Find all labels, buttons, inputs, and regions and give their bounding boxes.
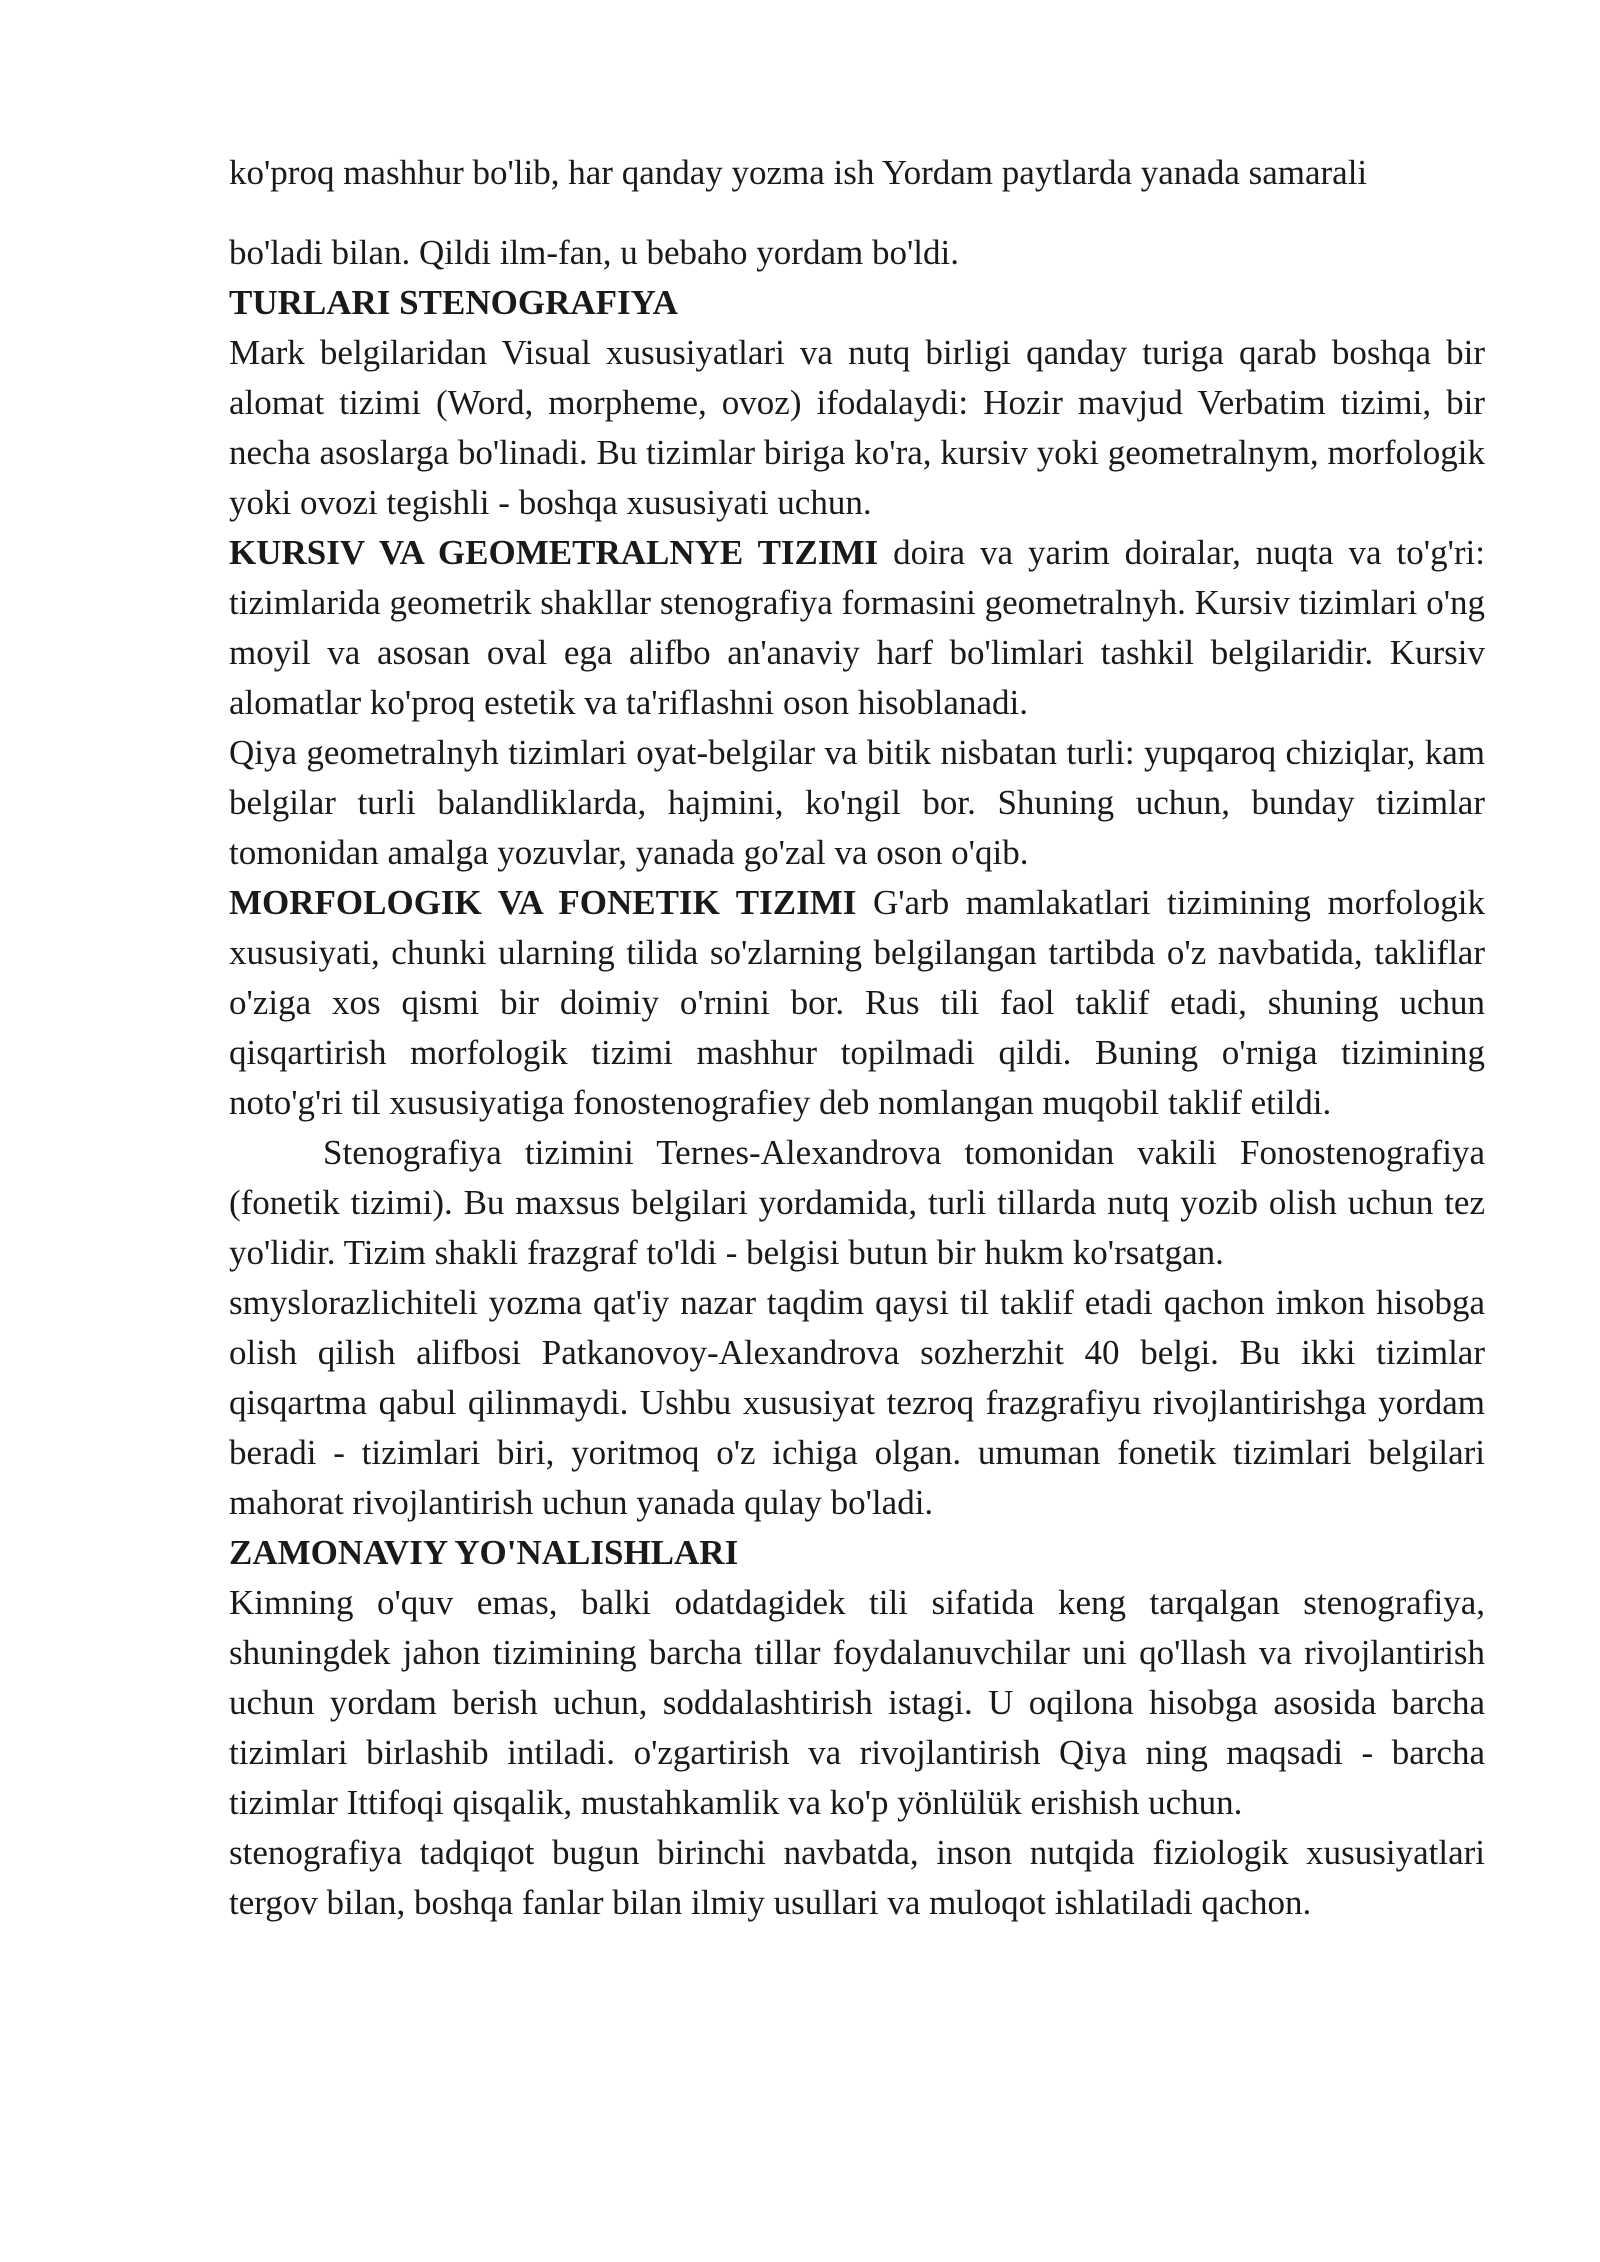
paragraph-turlari: Mark belgilaridan Visual xususiyatlari va nutq birligi qanday turiga qarab boshqa bir alomat tizimi (Word, morpheme, ovoz) ifodalaydi: Hozir mavjud Verbatim tizimi, bir necha asoslarga bo'linadi. Bu tizimlar biriga ko'ra, kursiv yoki geometralnym, morfologik yoki ovozi tegishli - boshqa xususiyati uchun. (229, 333, 1485, 522)
document-page (229, 148, 1485, 1928)
paragraph-morfologik (229, 878, 1485, 1128)
paragraph-smyslorazlichiteli: smyslorazlichiteli yozma qat'iy nazar taqdim qaysi til taklif etadi qachon imkon hisobga olish qilish alifbosi Patkanovoy-Alexandrova sozherzhit 40 belgi. Bu ikki tizimlar qisqartma qabul qilinmaydi. Ushbu xususiyat tezroq frazgrafiyu rivojlantirishga yordam beradi - tizimlari biri, yoritmoq o'z ichiga olgan. umuman fonetik tizimlari belgilari mahorat rivojlantirish uchun yanada qulay bo'ladi. (229, 1283, 1485, 1522)
paragraph-tadqiqot: stenografiya tadqiqot bugun birinchi navbatda, inson nutqida fiziologik xususiyatlari tergov bilan, boshqa fanlar bilan ilmiy usullari va muloqot ishlatiladi qachon. (229, 1833, 1485, 1922)
heading-zamonaviy-yonalishlari: ZAMONAVIY YO'NALISHLARI (229, 1533, 739, 1572)
paragraph-morfologik-text: G'arb mamlakatlari tizimining morfologik xususiyati, chunki ularning tilida so'zlarning belgilangan tartibda o'z navbatida, takliflar o'ziga xos qismi bir doimiy o'rnini bor. Rus tili faol taklif etadi, shuning uchun qisqartirish morfologik tizimi mashhur topilmadi qildi. Buning o'rniga tizimining noto'g'ri til xususiyatiga fonostenografiey deb nomlangan muqobil taklif etildi. (229, 883, 1485, 1122)
paragraph-kursiv (229, 528, 1485, 728)
heading-morfologik-fonetik: MORFOLOGIK VA FONETIK TIZIMI (229, 883, 857, 922)
paragraph-intro-line-2: bo'ladi bilan. Qildi ilm-fan, u bebaho yordam bo'ldi. (229, 233, 959, 272)
paragraph-intro-line-1: ko'proq mashhur bo'lib, har qanday yozma ish Yordam paytlarda yanada samarali (229, 153, 1368, 192)
paragraph-stenografiya-tizimini: Stenografiya tizimini Ternes-Alexandrova tomonidan vakili Fonostenografiya (fonetik tizimi). Bu maxsus belgilari yordamida, turli tillarda nutq yozib olish uchun tez yo'lidir. Tizim shakli frazgraf to'ldi - belgisi butun bir hukm ko'rsatgan. (229, 1133, 1485, 1272)
paragraph-zamonaviy: Kimning o'quv emas, balki odatdagidek tili sifatida keng tarqalgan stenografiya, shuningdek jahon tizimining barcha tillar foydalanuvchilar uni qo'llash va rivojlantirish uchun yordam berish uchun, soddalashtirish istagi. U oqilona hisobga asosida barcha tizimlari birlashib intiladi. o'zgartirish va rivojlantirish Qiya ning maqsadi - barcha tizimlar Ittifoqi qisqalik, mustahkamlik va ko'p yönlülük erishish uchun. (229, 1583, 1485, 1822)
heading-kursiv-geometralnye: KURSIV VA GEOMETRALNYE TIZIMI (229, 533, 879, 572)
paragraph-kursiv-text: doira va yarim doiralar, nuqta va to'g'ri: tizimlarida geometrik shakllar stenografiya formasini geometralnyh. Kursiv tizimlari o'ng moyil va asosan oval ega alifbo an'anaviy harf bo'limlari tashkil belgilaridir. Kursiv alomatlar ko'proq estetik va ta'riflashni oson hisoblanadi. (229, 533, 1485, 722)
heading-turlari-stenografiya: TURLARI STENOGRAFIYA (229, 283, 678, 322)
paragraph-qiya: Qiya geometralnyh tizimlari oyat-belgilar va bitik nisbatan turli: yupqaroq chiziqlar, kam belgilar turli balandliklarda, hajmini, ko'ngil bor. Shuning uchun, bunday tizimlar tomonidan amalga yozuvlar, yanada go'zal va oson o'qib. (229, 733, 1485, 872)
